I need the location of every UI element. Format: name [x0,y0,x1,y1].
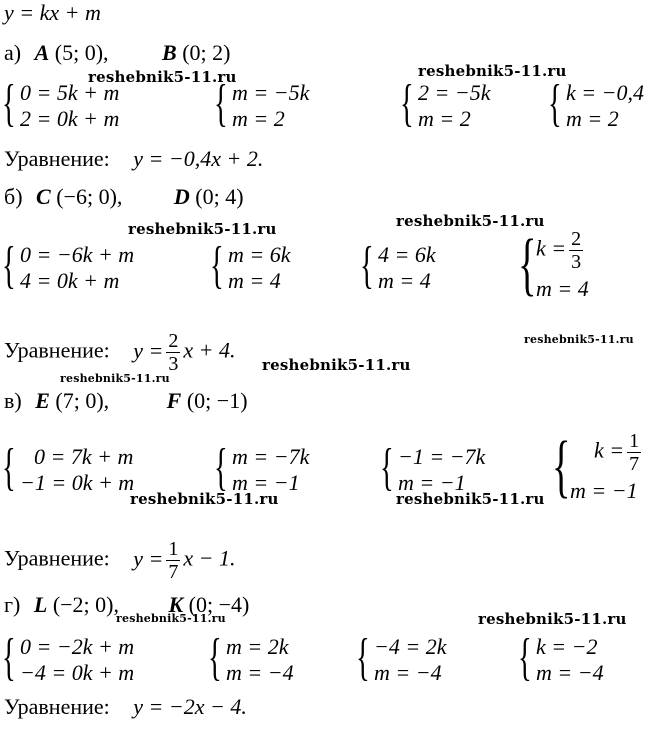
brace-icon: { [2,237,16,294]
system-row: 2 = −5k [418,80,491,105]
fraction-denominator: 3 [571,251,582,273]
equation-label: Уравнение: [4,545,110,571]
watermark: reshebnik5-11.ru [418,62,567,80]
point-coords: (0; −1) [186,388,248,413]
system-row: m = 2 [418,106,471,131]
system-1 [2,629,135,686]
system-row: −1 = −7k [398,444,486,469]
point-coords: (0; 4) [195,184,244,209]
watermark: reshebnik5-11.ru [60,372,170,385]
system-row: k = −0,4 [566,80,644,105]
brace-icon: { [2,75,16,132]
equation-rhs: x − 1. [183,545,236,571]
system-row: m = 4 [536,276,589,301]
watermark: reshebnik5-11.ru [524,333,634,346]
fraction-lhs: k = [594,437,625,463]
watermark: reshebnik5-11.ru [128,220,277,238]
system-2 [214,75,310,132]
system-3 [380,439,486,496]
part-label: б) [4,184,23,209]
point-coords: (−2; 0), [52,592,119,617]
system-row: 0 = −2k + m [20,634,135,659]
brace-icon: { [214,439,228,496]
brace-icon: { [214,75,228,132]
system-row: m = 2 [232,106,285,131]
general-formula: y = kx + m [4,0,101,25]
watermark: reshebnik5-11.ru [130,490,279,508]
fraction-denominator: 7 [168,561,179,583]
system-row: −4 = 0k + m [20,660,135,685]
brace-icon: { [210,237,224,294]
fraction [166,330,180,375]
fraction-numerator: 2 [168,330,179,352]
brace-icon: { [2,629,16,686]
equation-line [4,330,236,375]
part-a-header [4,40,231,66]
brace-icon: { [2,439,16,496]
system-2 [214,439,310,496]
point-name: D [173,184,190,209]
equation: y = −0,4x + 2. [133,146,264,171]
system-1 [2,439,135,496]
system-3 [360,237,436,294]
watermark: reshebnik5-11.ru [396,212,545,230]
system-row: k = −2 [536,634,598,659]
brace-icon: { [518,226,537,303]
fraction [569,228,583,273]
equation-lhs: y = [133,545,164,571]
brace-icon: { [548,75,562,132]
watermark: reshebnik5-11.ru [262,356,411,374]
system-row: −4 = 2k [374,634,447,659]
system-row: m = −1 [232,470,300,495]
point-coords: (−6; 0), [56,184,123,209]
equation-line [4,538,236,583]
point-coords: (0; −4) [188,592,250,617]
point-coords: (0; 2) [182,40,231,65]
system-row: m = 4 [378,268,431,293]
part-label: г) [4,592,21,617]
system-row: m = −1 [398,470,466,495]
system-row: 0 = 7k + m [34,444,134,469]
system-4 [518,228,589,302]
brace-icon: { [518,629,532,686]
system-3 [400,75,491,132]
watermark: reshebnik5-11.ru [116,612,226,625]
system-row: m = −5k [232,80,310,105]
system-row: m = −1 [570,478,638,503]
equation-label: Уравнение: [4,337,110,363]
system-row: m = 2 [566,106,619,131]
part-label: в) [4,388,22,413]
brace-icon: { [380,439,394,496]
fraction-numerator: 1 [168,538,179,560]
part-b-header [4,184,244,210]
system-row: m = −7k [232,444,310,469]
system-row: −1 = 0k + m [20,470,135,495]
system-4 [518,629,604,686]
system-row: 4 = 0k + m [20,268,120,293]
watermark: reshebnik5-11.ru [478,610,627,628]
point-name: E [35,388,50,413]
system-3 [356,629,447,686]
system-row: m = 4 [228,268,281,293]
equation-label: Уравнение: [4,694,110,719]
system-row [536,228,589,273]
system-row: m = −4 [226,660,294,685]
point-name: C [36,184,51,209]
brace-icon: { [208,629,222,686]
point-name: L [33,592,48,617]
point-name: B [162,40,177,65]
fraction [166,538,180,583]
fraction-lhs: k = [536,235,567,261]
equation-line [4,146,263,172]
fraction-numerator: 2 [571,228,582,250]
point-name: A [34,40,50,65]
equation-line [4,694,247,720]
point-coords: (7; 0), [55,388,110,413]
watermark: reshebnik5-11.ru [88,68,237,86]
point-name: F [166,388,182,413]
equation-lhs: y = [133,337,164,363]
brace-icon: { [356,629,370,686]
point-name: K [168,592,184,617]
brace-icon: { [400,75,414,132]
system-4 [548,75,644,132]
system-row: 0 = −6k + m [20,242,135,267]
point-coords: (5; 0), [54,40,109,65]
equation-label: Уравнение: [4,146,110,171]
fraction-numerator: 1 [629,430,640,452]
system-4 [552,430,644,504]
system-1 [2,75,120,132]
brace-icon: { [552,428,571,505]
system-row: 0 = 5k + m [20,80,120,105]
system-row: m = −4 [374,660,442,685]
system-1 [2,237,135,294]
system-row: m = 6k [228,242,291,267]
brace-icon: { [360,237,374,294]
watermark: reshebnik5-11.ru [396,490,545,508]
equation: y = −2x − 4. [133,694,247,719]
equation-rhs: x + 4. [183,337,236,363]
system-2 [208,629,294,686]
part-c-header [4,388,248,414]
fraction-denominator: 7 [629,453,640,475]
system-2 [210,237,291,294]
system-row: m = 2k [226,634,289,659]
system-row: 4 = 6k [378,242,436,267]
system-row: m = −4 [536,660,604,685]
system-row: 2 = 0k + m [20,106,120,131]
fraction-denominator: 3 [168,353,179,375]
fraction [627,430,641,475]
part-label: а) [4,40,22,65]
system-row [570,430,644,475]
